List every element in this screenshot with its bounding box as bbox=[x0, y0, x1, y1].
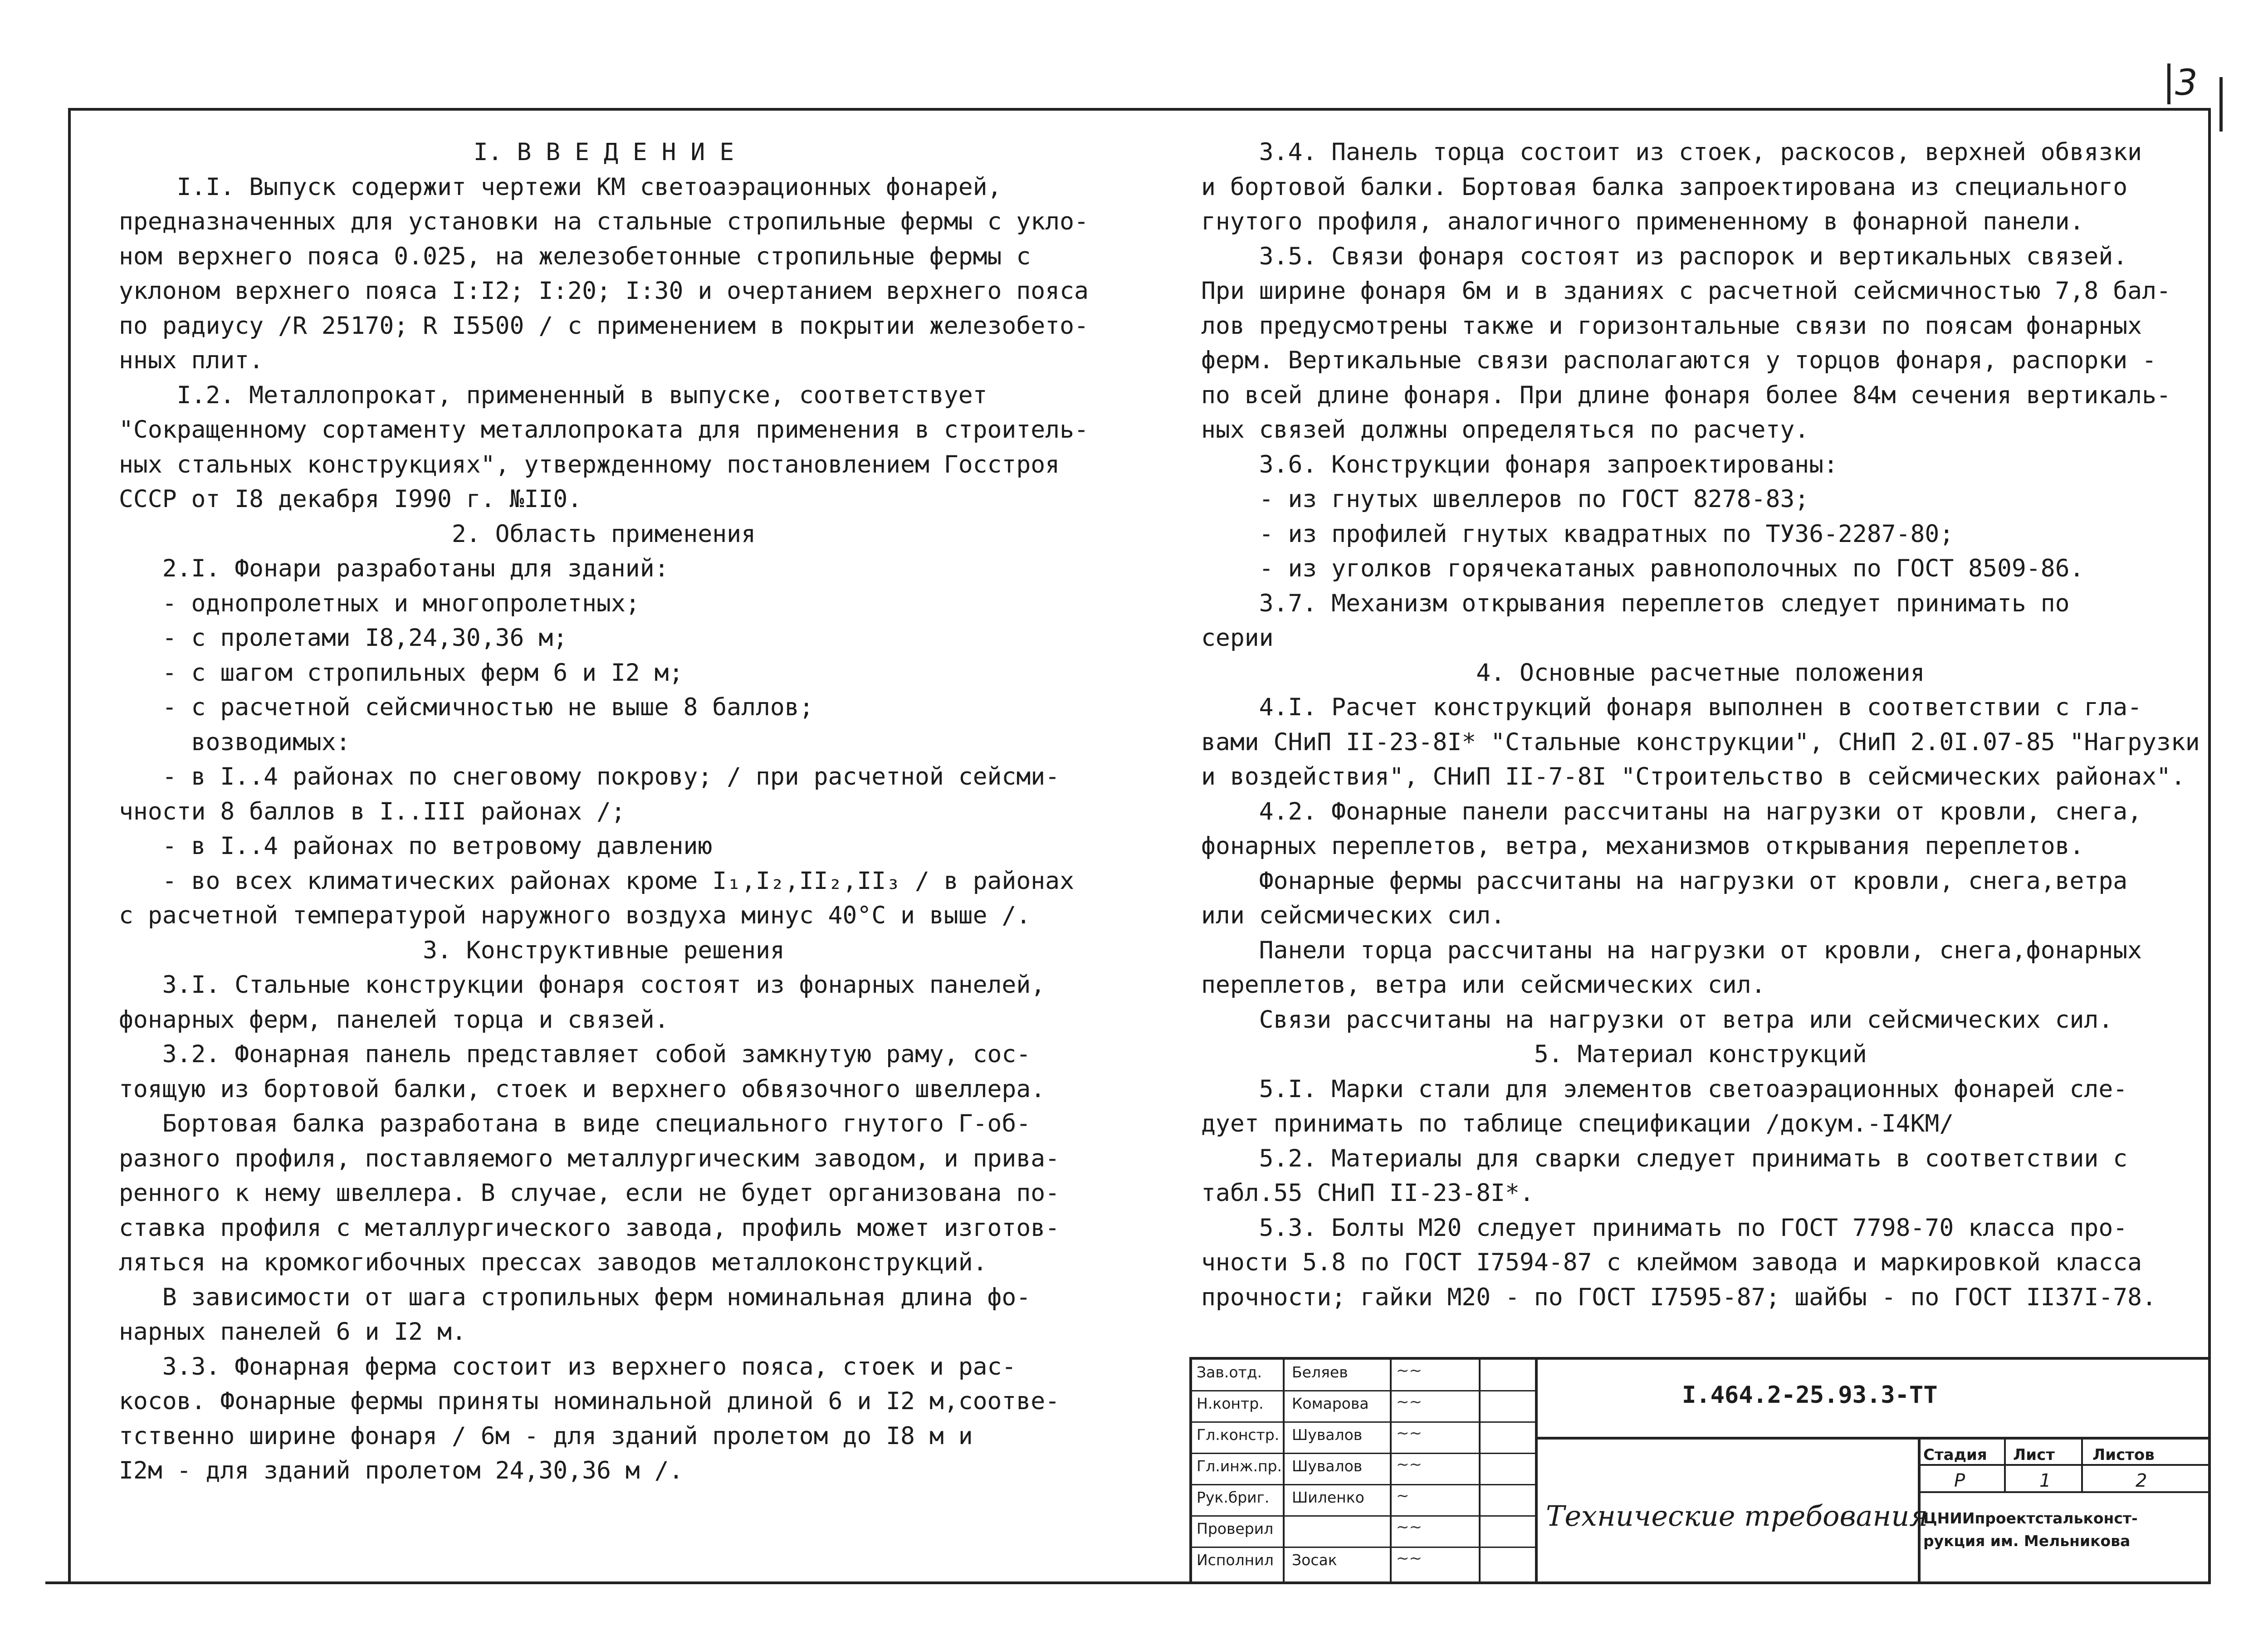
page-number-left-bar bbox=[2167, 63, 2170, 104]
left-text-line: ляться на кромкогибочных прессах заводов металлоконструкций. bbox=[119, 1249, 987, 1276]
left-text-line: - с пролетами I8,24,30,36 м; bbox=[119, 624, 568, 652]
right-text-column bbox=[1201, 135, 2200, 1315]
right-text-line: 5.I. Марки стали для элементов светоаэрационных фонарей сле- bbox=[1201, 1075, 2128, 1103]
organization-line-2: рукция им. Мельникова bbox=[1923, 1532, 2131, 1550]
left-text-line: I.2. Металлопрокат, примененный в выпуске, соответствует bbox=[119, 381, 987, 409]
left-text-line: - в I..4 районах по ветровому давлению bbox=[119, 832, 713, 860]
left-text-line: 2.I. Фонари разработаны для зданий: bbox=[119, 555, 669, 582]
right-text-line: фонарных переплетов, ветра, механизмов открывания переплетов. bbox=[1201, 832, 2084, 860]
right-text-line: и бортовой балки. Бортовая балка запроектирована из специального bbox=[1201, 173, 2128, 201]
handwritten-signature: ~~ bbox=[1396, 1518, 1422, 1536]
right-text-line: серии bbox=[1201, 624, 1274, 652]
signature-role: Проверил bbox=[1197, 1520, 1274, 1537]
right-text-line: Связи рассчитаны на нагрузки от ветра или сейсмических сил. bbox=[1201, 1005, 2113, 1034]
left-text-line: I.I. Выпуск содержит чертежи КМ светоаэрационных фонарей, bbox=[119, 173, 1002, 201]
right-text-line: Панели торца рассчитаны на нагрузки от кровли, снега,фонарных bbox=[1201, 936, 2142, 964]
right-text-line: 4.I. Расчет конструкций фонаря выполнен в соответствии с гла- bbox=[1201, 693, 2142, 721]
signature-row-divider bbox=[1192, 1515, 1535, 1517]
signature-name: Шувалов bbox=[1292, 1426, 1363, 1444]
signature-col-divider-3 bbox=[1479, 1360, 1481, 1581]
left-text-line: ном верхнего пояса 0.025, на железобетонные стропильные фермы с bbox=[119, 242, 1031, 270]
left-text-line: чности 8 баллов в I..III районах /; bbox=[119, 797, 626, 825]
right-text-line: 5.3. Болты М20 следует принимать по ГОСТ 7798-70 класса про- bbox=[1201, 1214, 2128, 1242]
right-text-line: 3.5. Связи фонаря состоят из распорок и вертикальных связей. bbox=[1201, 242, 2128, 270]
right-text-line: 5. Материал конструкций bbox=[1534, 1040, 1867, 1068]
signature-row-divider bbox=[1192, 1421, 1535, 1423]
right-text-line: 5.2. Материалы для сварки следует принимать в соответствии с bbox=[1201, 1144, 2128, 1172]
stage-header: Стадия bbox=[1923, 1446, 1987, 1464]
right-text-line: При ширине фонаря 6м и в зданиях с расчетной сейсмичностью 7,8 бал- bbox=[1201, 277, 2171, 305]
left-text-line: 3. Конструктивные решения bbox=[423, 936, 785, 964]
stage-value: Р bbox=[1954, 1470, 1965, 1491]
right-text-line: 3.7. Механизм открывания переплетов следует принимать по bbox=[1201, 589, 2070, 617]
right-text-line: и воздействия", СНиП II-7-8I "Строительство в сейсмических районах". bbox=[1201, 763, 2185, 791]
right-text-line: - из уголков горячекатаных равнополочных по ГОСТ 8509-86. bbox=[1201, 555, 2084, 582]
frame-bottom-border bbox=[45, 1581, 1193, 1584]
title-block-code-divider bbox=[1535, 1437, 2211, 1440]
left-text-line: по радиусу /R 25170; R I5500 / с применением в покрытии железобето- bbox=[119, 312, 1089, 340]
signature-name: Зосак bbox=[1292, 1551, 1337, 1569]
right-text-line: гнутого профиля, аналогичного примененному в фонарной панели. bbox=[1201, 208, 2084, 235]
left-text-line: косов. Фонарные фермы приняты номинальной длиной 6 и I2 м,соотве- bbox=[119, 1387, 1060, 1415]
left-text-line: 2. Область применения bbox=[451, 520, 756, 548]
signature-row-divider bbox=[1192, 1547, 1535, 1548]
signature-role: Рук.бриг. bbox=[1197, 1489, 1270, 1506]
handwritten-signature: ~~ bbox=[1396, 1455, 1422, 1474]
right-text-line: лов предусмотрены также и горизонтальные связи по поясам фонарных bbox=[1201, 312, 2142, 340]
right-text-line: 3.4. Панель торца состоит из стоек, раскосов, верхней обвязки bbox=[1201, 138, 2142, 166]
left-text-column bbox=[119, 135, 1089, 1489]
title-block-vertical-divider bbox=[1535, 1360, 1538, 1581]
left-text-line: - с расчетной сейсмичностью не выше 8 баллов; bbox=[119, 693, 814, 721]
document-code: I.464.2-25.93.3-ТТ bbox=[1682, 1381, 1938, 1409]
stage-values-divider bbox=[1918, 1491, 2208, 1493]
left-text-line: ставка профиля с металлургического завода, профиль может изготов- bbox=[119, 1214, 1060, 1242]
right-text-line: - из гнутых швеллеров по ГОСТ 8278-83; bbox=[1201, 485, 1809, 513]
left-text-line: - в I..4 районах по снеговому покрову; / при расчетной сейсми- bbox=[119, 763, 1060, 791]
right-text-line: 4. Основные расчетные положения bbox=[1476, 659, 1925, 687]
left-text-line: разного профиля, поставляемого металлургическим заводом, и прива- bbox=[119, 1144, 1060, 1172]
left-text-line: "Сокращенному сортаменту металлопроката для применения в строитель- bbox=[119, 416, 1089, 444]
frame-top-border bbox=[68, 108, 2211, 111]
left-text-line: уклоном верхнего пояса I:I2; I:20; I:30 и очертанием верхнего пояса bbox=[119, 277, 1089, 305]
page-number: 3 bbox=[2175, 63, 2198, 103]
left-text-line: возводимых: bbox=[119, 728, 351, 756]
signature-role: Гл.констр. bbox=[1197, 1426, 1280, 1444]
right-text-line: табл.55 СНиП II-23-8I*. bbox=[1201, 1179, 1534, 1207]
right-text-line: 3.6. Конструкции фонаря запроектированы: bbox=[1201, 450, 1838, 478]
left-text-line: тственно ширине фонаря / 6м - для зданий пролетом до I8 м и bbox=[119, 1422, 973, 1450]
handwritten-signature: ~~ bbox=[1396, 1362, 1422, 1380]
sheet-header: Лист bbox=[2013, 1446, 2055, 1464]
right-text-line: ных связей должны определяться по расчету. bbox=[1201, 416, 1809, 444]
sheets-value: 2 bbox=[2136, 1470, 2147, 1491]
signature-row-divider bbox=[1192, 1453, 1535, 1454]
handwritten-signature: ~~ bbox=[1396, 1549, 1422, 1567]
signature-name: Шувалов bbox=[1292, 1457, 1363, 1475]
left-text-line: фонарных ферм, панелей торца и связей. bbox=[119, 1005, 669, 1034]
right-text-line: или сейсмических сил. bbox=[1201, 902, 1505, 929]
document-title: Технические требования bbox=[1546, 1499, 1928, 1533]
left-text-line: - во всех климатических районах кроме I₁,I₂,II₂,II₃ / в районах bbox=[119, 867, 1074, 895]
left-text-line: с расчетной температурой наружного воздуха минус 40°С и выше /. bbox=[119, 902, 1031, 929]
signature-col-divider-2 bbox=[1390, 1360, 1392, 1581]
right-text-line: по всей длине фонаря. При длине фонаря более 84м сечения вертикаль- bbox=[1201, 381, 2171, 409]
signature-role: Н.контр. bbox=[1197, 1395, 1264, 1412]
stage-col-divider-2 bbox=[2081, 1437, 2083, 1491]
left-text-line: предназначенных для установки на стальные стропильные фермы с укло- bbox=[119, 208, 1089, 235]
right-text-line: 4.2. Фонарные панели рассчитаны на нагрузки от кровли, снега, bbox=[1201, 797, 2142, 825]
right-text-line: - из профилей гнутых квадратных по ТУ36-2287-80; bbox=[1201, 520, 1954, 548]
right-text-line: ферм. Вертикальные связи располагаются у торцов фонаря, распорки - bbox=[1201, 347, 2156, 374]
right-text-line: прочности; гайки М20 - по ГОСТ I7595-87; шайбы - по ГОСТ II37I-78. bbox=[1201, 1283, 2156, 1311]
left-text-line: - с шагом стропильных ферм 6 и I2 м; bbox=[119, 659, 684, 687]
left-text-line: - однопролетных и многопролетных; bbox=[119, 589, 640, 617]
right-text-line: дует принимать по таблице спецификации /докум.-I4КМ/ bbox=[1201, 1110, 1954, 1137]
signature-row-divider bbox=[1192, 1484, 1535, 1485]
stage-col-divider-1 bbox=[2004, 1437, 2006, 1491]
signature-role: Исполнил bbox=[1197, 1551, 1274, 1569]
left-text-line: ных стальных конструкциях", утвержденному постановлением Госстроя bbox=[119, 450, 1060, 478]
stage-header-divider bbox=[1918, 1464, 2208, 1466]
signature-name: Комарова bbox=[1292, 1395, 1369, 1412]
left-text-line: нных плит. bbox=[119, 347, 264, 374]
title-block bbox=[1189, 1357, 2211, 1584]
right-text-line: Фонарные фермы рассчитаны на нагрузки от кровли, снега,ветра bbox=[1201, 867, 2128, 895]
signature-role: Гл.инж.пр. bbox=[1197, 1457, 1282, 1475]
signature-name: Шиленко bbox=[1292, 1489, 1364, 1506]
left-text-line: 3.I. Стальные конструкции фонаря состоят из фонарных панелей, bbox=[119, 971, 1046, 999]
signature-name: Беляев bbox=[1292, 1363, 1348, 1381]
sheets-header: Листов bbox=[2092, 1446, 2155, 1464]
left-text-line: Бортовая балка разработана в виде специального гнутого Г-об- bbox=[119, 1110, 1031, 1137]
sheet-value: 1 bbox=[2039, 1470, 2051, 1491]
signature-row-divider bbox=[1192, 1390, 1535, 1391]
left-text-line: тоящую из бортовой балки, стоек и верхнего обвязочного швеллера. bbox=[119, 1075, 1046, 1103]
left-text-line: нарных панелей 6 и I2 м. bbox=[119, 1318, 466, 1346]
organization-line-1: ЦНИИпроектстальконст- bbox=[1923, 1509, 2138, 1527]
frame-left-border bbox=[68, 108, 71, 1584]
left-text-line: СССР от I8 декабря I990 г. №II0. bbox=[119, 485, 582, 513]
signature-col-divider-1 bbox=[1283, 1360, 1285, 1581]
handwritten-signature: ~~ bbox=[1396, 1424, 1422, 1442]
handwritten-signature: ~ bbox=[1396, 1487, 1409, 1505]
left-text-line: 3.2. Фонарная панель представляет собой замкнутую раму, сос- bbox=[119, 1040, 1031, 1068]
right-text-line: чности 5.8 по ГОСТ I7594-87 с клеймом завода и маркировкой класса bbox=[1201, 1249, 2142, 1276]
handwritten-signature: ~~ bbox=[1396, 1393, 1422, 1411]
left-text-line: В зависимости от шага стропильных ферм номинальная длина фо- bbox=[119, 1283, 1031, 1311]
left-text-line: I2м - для зданий пролетом 24,30,36 м /. bbox=[119, 1457, 684, 1484]
right-text-line: вами СНиП II-23-8I* "Стальные конструкции", СНиП 2.0I.07-85 "Нагрузки bbox=[1201, 728, 2200, 756]
signature-role: Зав.отд. bbox=[1197, 1363, 1262, 1381]
left-text-line: ренного к нему швеллера. В случае, если не будет организована по- bbox=[119, 1179, 1060, 1207]
page-number-right-bar bbox=[2219, 77, 2223, 132]
left-text-line: I. В В Е Д Е Н И Е bbox=[473, 138, 734, 166]
left-text-line: 3.3. Фонарная ферма состоит из верхнего пояса, стоек и рас- bbox=[119, 1352, 1017, 1381]
right-text-line: переплетов, ветра или сейсмических сил. bbox=[1201, 971, 1766, 999]
